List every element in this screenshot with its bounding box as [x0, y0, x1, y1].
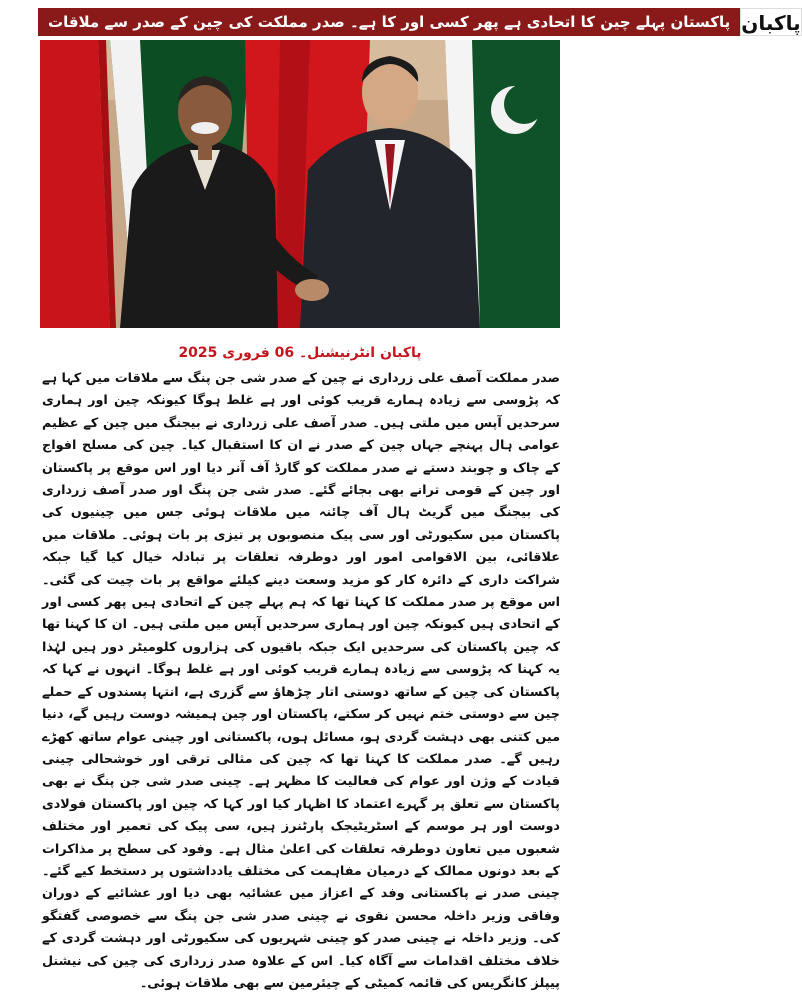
article-body: صدر مملکت آصف علی زرداری نے چین کے صدر شی جن پنگ سے ملاقات میں کہا ہے کہ پڑوسی سے زیادہ ہمارے قریب کوئی اور ہے غلط ہوگا کیونکہ چین اور ہماری سرحدیں آپس میں ملتی ہیں۔ صدر آصف علی زرداری نے بیجنگ میں چین کے عظیم عوامی ہال پہنچے جہاں چین کے صدر نے ان کا استقبال کیا۔ چین کی مسلح افواج کے چاک و چوبند دستے نے صدر مملکت کو گارڈ آف آنر دیا اور اس موقع پر پاکستان اور چین کے قومی ترانے بھی بجائے گئے۔ صدر شی جن پنگ اور صدر آصف زرداری کی بیجنگ میں گریٹ ہال آف چائنہ میں ملاقات ہوئی جس میں چینیوں کی پاکستان میں سکیورٹی اور سی پیک منصوبوں پر تیزی پر بات ہوئی۔ ملاقات میں علاقائی، بین الاقوامی امور اور دوطرفہ تعلقات پر تبادلہ خیال کیا گیا جبکہ شراکت داری کے دائرہ کار کو مزید وسعت دینے کیلئے مواقع پر بات چیت کی گئی۔ اس موقع پر صدر مملکت کا کہنا تھا کہ ہم پہلے چین کے اتحادی ہیں پھر کسی اور کے اتحادی ہیں کیونکہ چین اور ہماری سرحدیں آپس میں ملتی ہیں۔ ان کا کہنا تھا کہ چین پاکستان کی سرحدیں ایک جبکہ باقیوں کی ہزاروں کلومیٹر دور ہیں لہٰذا یہ کہنا کہ پڑوسی سے زیادہ ہمارے قریب کوئی اور ہے غلط ہوگا۔ انہوں نے کہا کہ پاکستان کی چین کے ساتھ دوستی اتار چڑھاؤ سے گزری ہے، انتہا پسندوں کے حملے چین سے دوستی ختم نہیں کر سکتے، پاکستان اور چین ہمیشہ دوست رہیں گے، دنیا میں کتنی بھی دہشت گردی ہو، مسائل ہوں، پاکستانی اور چینی عوام ساتھ کھڑے رہیں گے۔ صدر مملکت کا کہنا تھا کہ چین کی مثالی ترقی اور خوشحالی چینی قیادت کے وژن اور عوام کی فعالیت کا مظہر ہے۔ چینی صدر شی جن پنگ نے بھی پاکستان سے تعلق پر گہرے اعتماد کا اظہار کیا اور کہا کہ چین اور پاکستان فولادی دوست اور ہر موسم کے اسٹریٹیجک پارٹنرز ہیں، سی پیک کی تعمیر اور مختلف شعبوں میں تعاون دوطرفہ تعلقات کی اعلیٰ مثال ہے۔ وفود کی سطح پر مذاکرات کے بعد دونوں ممالک کے درمیان مفاہمت کی مختلف یادداشتوں پر دستخط کیے گئے۔ چینی صدر نے پاکستانی وفد کے اعزاز میں عشائیہ بھی دیا اور عشائیے کے دوران وفاقی وزیر داخلہ محسن نقوی نے چینی صدر شی جن پنگ سے خصوصی گفتگو کی۔ وزیر داخلہ نے چینی صدر کو چینی شہریوں کی سکیورٹی اور دہشت گردی کے خلاف مختلف اقدامات سے آگاہ کیا۔ اس کے علاوہ صدر زرداری کی چین کی نیشنل پیپلز کانگریس کی قائمہ کمیٹی کے چیئرمین سے بھی ملاقات ہوئی۔	[42, 371, 560, 991]
header-banner	[38, 8, 801, 36]
brand-logo: پاکبان	[740, 8, 801, 36]
news-photo	[40, 40, 560, 328]
headline: پاکستان پہلے چین کا اتحادی ہے پھر کسی اور کا ہے۔ صدر مملکت کی چین کے صدر سے ملاقات	[38, 8, 740, 36]
dateline: پاکبان انٹرنیشنل۔ 06 فروری 2025	[178, 345, 422, 361]
handshake-illustration	[40, 40, 560, 328]
